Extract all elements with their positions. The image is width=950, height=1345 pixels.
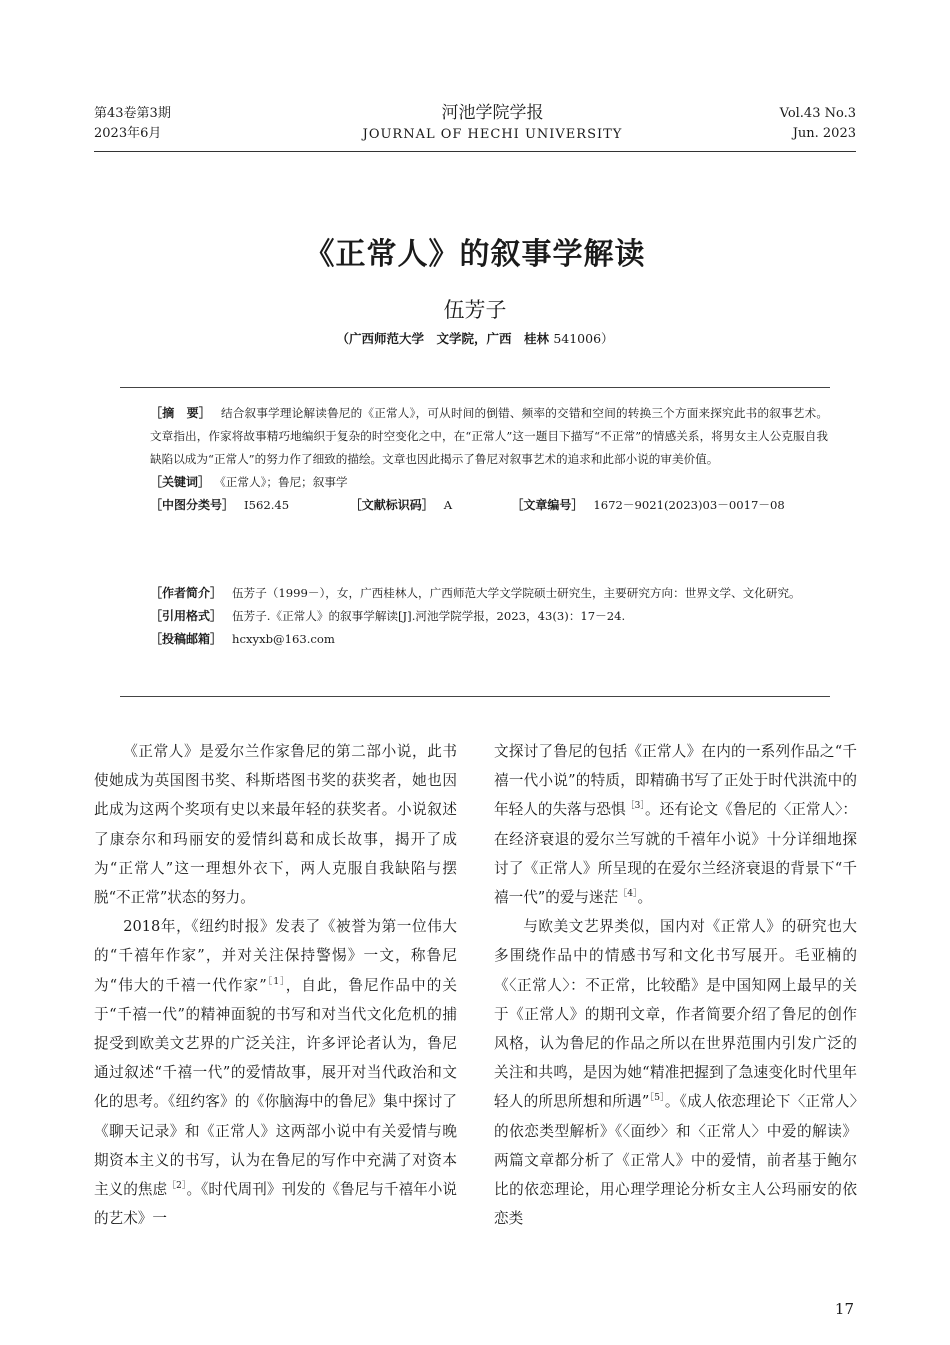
affiliation-postcode: 541006）	[553, 331, 614, 346]
text-run: 文探讨了鲁尼的包括《正常人》在内的一系列作品之“千禧一代小说”的特质，即精确书写了正处于时代洪流中的年轻人的失落与恐惧	[494, 743, 857, 819]
article-title: 《正常人》的叙事学解读	[304, 237, 646, 272]
text-run: 。	[637, 889, 653, 907]
citation-text: 伍芳子.《正常人》的叙事学解读[J].河池学院学报，2023，43(3)：17－24.	[232, 609, 626, 623]
body-paragraph	[494, 737, 857, 912]
text-run: 2018年，《纽约时报》发表了《被誉为第一位伟大的“千禧年作家”，并对关注保持警惕》一文，称鲁尼为“伟大的千禧一代作家”	[94, 918, 457, 994]
clc-value: I562.45	[244, 498, 290, 512]
keywords-text: 《正常人》；鲁尼；叙事学	[220, 475, 348, 489]
email-address: hcxyxb@163.com	[232, 632, 335, 646]
abstract-text: 结合叙事学理论解读鲁尼的《正常人》，可从时间的倒错、频率的交错和空间的转换三个方面来探究此书的叙事艺术。文章指出，作家将故事精巧地编织于复杂的时空变化之中，在“正常人”这一题目下描写“不正常”的情感关系，将男女主人公克服自我缺陷以成为“正常人”的努力作了细致的描绘。文章也因此揭示了鲁尼对叙事艺术的追求和此部小说的审美价值。	[150, 406, 828, 466]
text-run: 与欧美文艺界类似，国内对《正常人》的研究也大多围绕作品中的情感书写和文化书写展开。毛亚楠的《〈正常人〉：不正常，比较酷》是中国知网上最早的关于《正常人》的期刊文章，作者简要介绍了鲁尼的创作风格，认为鲁尼的作品之所以在世界范围内引发广泛的关注和共鸣，是因为她“精准把握到了急速变化时代里年轻人的所思所想和所遇”	[494, 918, 857, 1111]
text-run: 。《成人依恋理论下〈正常人〉的依恋类型解析》《〈面纱〉和〈正常人〉中爱的解读》两篇文章都分析了《正常人》中的爱情，前者基于鲍尔比的依恋理论，用心理学理论分析女主人公玛丽安的依恋类	[494, 1093, 858, 1228]
header-right	[780, 104, 856, 144]
author-bio	[128, 582, 828, 605]
article-id-label: ［文章编号］	[511, 498, 584, 512]
abstract	[128, 402, 828, 471]
reference-marker: ［2］	[167, 1181, 187, 1192]
author-name: 伍芳子	[443, 298, 507, 322]
doc-code-value: A	[443, 498, 453, 512]
abstract-label: ［摘 要］	[150, 406, 211, 420]
reference-marker: ［4］	[618, 889, 638, 900]
body-paragraph: 《正常人》是爱尔兰作家鲁尼的第二部小说，此书使她成为英国图书奖、科斯塔图书奖的获奖者，她也因此成为这两个奖项有史以来最年轻的获奖者。小说叙述了康奈尔和玛丽安的爱情纠葛和成长故事，揭开了成为“正常人”这一理想外衣下，两人克服自我缺陷与摆脱“不正常”状态的努力。	[94, 743, 457, 907]
doc-code-label: ［文献标识码］	[349, 498, 434, 512]
body-paragraph	[94, 912, 457, 1233]
affiliation-text: （广西师范大学 文学院，广西 桂林	[336, 331, 549, 346]
abstract-section	[128, 402, 828, 517]
volume-issue-en: Vol.43 No.3	[779, 106, 856, 121]
bio-text: 伍芳子（1999－），女，广西桂林人，广西师范大学文学院硕士研究生，主要研究方向：世界文学、文化研究。	[232, 586, 801, 600]
journal-name-cn: 河池学院学报	[441, 103, 544, 123]
classification-row	[128, 494, 828, 517]
body-paragraph	[494, 912, 857, 1233]
citation	[128, 605, 828, 628]
text-run: 。《时代周刊》刊发的《鲁尼与千禧年小说的艺术》一	[94, 1181, 457, 1228]
text-run: 。还有论文《鲁尼的〈正常人〉：在经济衰退的爱尔兰写就的千禧年小说》十分详细地探讨了《正常人》所呈现的在爱尔兰经济衰退的背景下“千禧一代”的爱与迷茫	[494, 801, 857, 907]
email-label: ［投稿邮箱］	[150, 632, 223, 646]
keywords-label: ［关键词］	[150, 475, 211, 489]
date-cn: 2023年6月	[94, 126, 162, 141]
header-rule	[94, 151, 856, 152]
body-right-column	[494, 737, 857, 1233]
bio-label: ［作者简介］	[150, 586, 223, 600]
author-affiliation	[0, 329, 950, 347]
text-run: ，自此，鲁尼作品中的关于“千禧一代”的精神面貌的书写和对当代文化危机的捕捉受到欧美文艺界的广泛关注，许多评论者认为，鲁尼通过叙述“千禧一代”的爱情故事，展开对当代政治和文化的思考。《纽约客》的《你脑海中的鲁尼》集中探讨了《聊天记录》和《正常人》这两部小说中有关爱情与晚期资本主义的书写，认为在鲁尼的写作中充满了对资本主义的焦虑	[94, 976, 457, 1199]
journal-name-en: JOURNAL OF HECHI UNIVERSITY	[362, 127, 623, 142]
date-en: Jun. 2023	[792, 126, 856, 141]
body-left-column	[94, 737, 457, 1233]
keywords	[128, 471, 828, 494]
email	[128, 628, 828, 651]
reference-marker: ［1］	[266, 976, 286, 987]
article-id-value: 1672－9021(2023)03－0017－08	[593, 498, 785, 512]
volume-issue-cn: 第43卷第3期	[94, 106, 171, 121]
page-number: 17	[834, 1300, 854, 1318]
citation-label: ［引用格式］	[150, 609, 223, 623]
reference-marker: ［5］	[649, 1093, 665, 1104]
reference-marker: ［3］	[625, 801, 645, 812]
clc-label: ［中图分类号］	[150, 498, 235, 512]
author-info-section	[128, 582, 828, 651]
header-center	[300, 101, 685, 145]
abstract-rule-bottom	[120, 696, 830, 697]
abstract-rule-top	[120, 387, 830, 388]
header-left	[94, 104, 171, 144]
